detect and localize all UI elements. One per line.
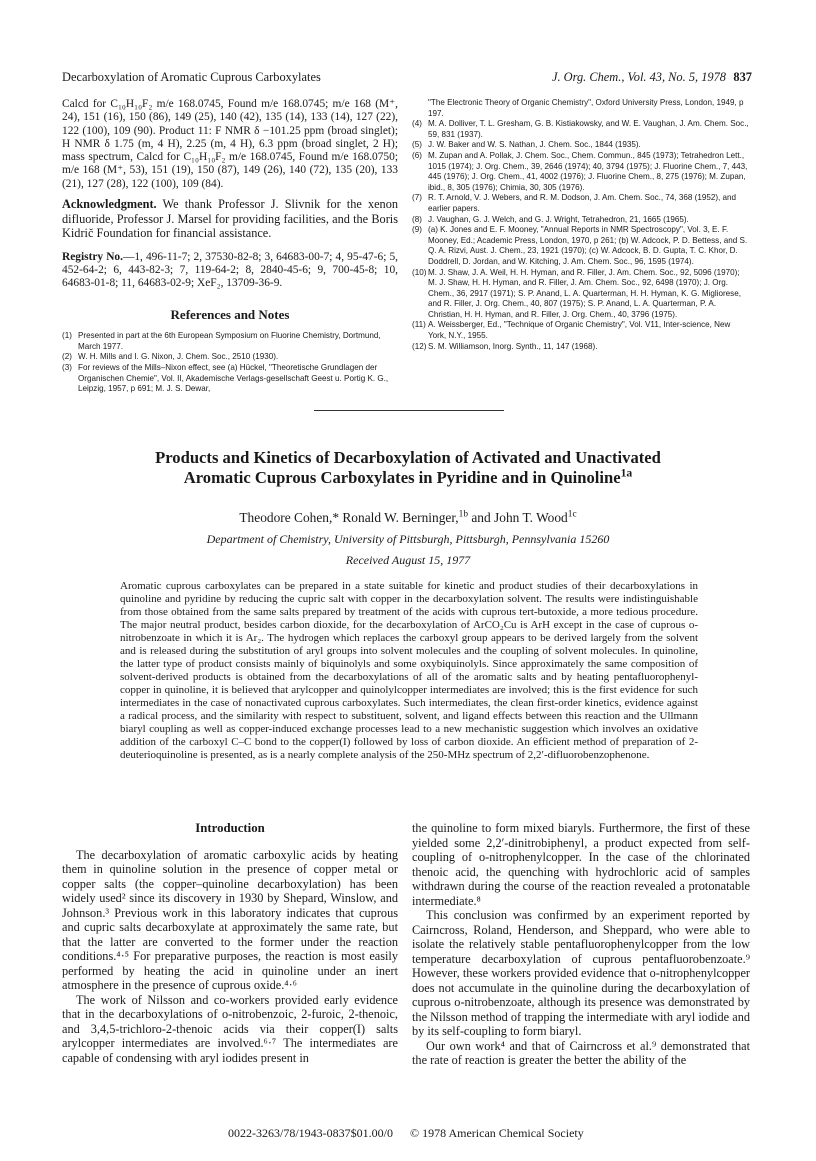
copyright: © 1978 American Chemical Society [410, 1126, 584, 1140]
intro-paragraph: The decarboxylation of aromatic carboxylic acids by heating them in quinoline solution in the presence of copper metal or copper salts (the copper–quinoline decarboxylation) has been widely used² since its discovery in 1930 by Shepard, Winslow, and Johnson.³ Previous work in this laboratory indicates that cuprous and cupric salts decarboxylate at approximately the same rate, but that the latter are converted to the former under the reaction conditions.⁴·⁵ For preparative purposes, the reaction is most easily performed by heating the acid in quinoline under an inert atmosphere in the presence of cuprous oxide.⁴·⁶ [62, 847, 398, 992]
running-title: Decarboxylation of Aromatic Cuprous Carboxylates [62, 70, 321, 84]
author-footnote-1b: 1b [458, 509, 469, 520]
reference-number [412, 98, 428, 119]
page-number: 837 [733, 70, 752, 84]
reference-item [412, 119, 750, 140]
reference-text: M. J. Shaw, J. A. Weil, H. H. Hyman, and R. Filler, J. Am. Chem. Soc., 92, 5096 (1970); M. J. Shaw, H. H. Hyman, and R. Filler, J. Am. Chem. Soc., 92, 6498 (1970); J. Org. Chem., 36, 2917 (1971); S. P. Anand, L. A. Quarterman, H. H. Hyman, K. G. Migliorese, and R. Filler, J. Org. Chem., 40, 807 (1975); S. P. Anand, L. A. Quarterman, P. A. Christian, H. H. Hyman, and R. Filler, J. Org. Chem., 40, 3796 (1975). [428, 267, 741, 319]
acknowledgment-heading: Acknowledgment. [62, 197, 157, 212]
reference-item [412, 98, 750, 119]
registry-text: —1, 496-11-7; 2, 37530-82-8; 3, 64683-00-7; 4, 95-47-6; 5, 452-64-2; 6, 443-82-3; 7, 119-64-2; 8, 2840-45-6; 9, 700-45-8; 10, 64683-01-8; 11, 64683-02-9; XeF₂, 13709-36-9. [62, 250, 398, 289]
intro-right-column [412, 821, 750, 1068]
introduction-heading: Introduction [195, 821, 265, 835]
reference-text: J. W. Baker and W. S. Nathan, J. Chem. Soc., 1844 (1935). [428, 140, 641, 150]
reference-item [62, 363, 398, 395]
article-title-line1: Products and Kinetics of Decarboxylation of Activated and Unactivated [155, 448, 661, 467]
title-footnote-marker: 1a [620, 466, 633, 480]
reference-item [412, 268, 750, 321]
acknowledgment-text: We thank Professor J. Slivnik for the xenon difluoride, Professor J. Marsel for providing facilities, and the Boris Kidrič Foundation for financial assistance. [62, 197, 398, 241]
authors-part2: and John T. Wood [468, 510, 568, 525]
intro-left-column [62, 821, 398, 1065]
reference-item [412, 140, 750, 151]
document-code: 0022-3263/78/1943-0837$01.00/0 [228, 1126, 393, 1140]
reference-text: Presented in part at the 6th European Symposium on Fluorine Chemistry, Dortmund, March 1977. [78, 331, 381, 351]
reference-list-right [412, 98, 750, 352]
intro-paragraph: This conclusion was confirmed by an experiment reported by Cairncross, Roland, Henderson, and Sheppard, who were able to isolate the relatively stable pentafluorophenylcopper from the low temperature decarboxylation of cuprous pentafluorobenzoate.⁹ However, these workers provided evidence that o-nitrophenylcopper does not accumulate in the quinoline during the decarboxylation of cuprous o-nitrobenzoate, although its presence was demonstrated by the Nilsson method of trapping the intermediate with aryl iodide and by its self-coupling to form biaryl. [412, 908, 750, 1038]
reference-number: (3) [62, 362, 72, 372]
registry-heading: Registry No. [62, 250, 123, 263]
reference-number: (4) [412, 119, 422, 129]
intro-paragraph: the quinoline to form mixed biaryls. Furthermore, the first of these yielded some 2,2′-dinitrobiphenyl, a product expected from self-coupling of o-nitrophenylcopper. In the case of the chlorinated thenoic acid, the quenching with hydrochloric acid of samples withdrawn during the course of the reaction revealed a protonatable intermediate.⁸ [412, 821, 750, 908]
calc-paragraph: Calcd for C₁₀H₁₀F₂ m/e 168.0745, Found m/e 168.0745; m/e 168 (M⁺, 24), 151 (16), 150 (86), 149 (25), 140 (42), 135 (14), 133 (14), 127 (22), 122 (100), 109 (90). Product 11: F NMR δ −101.25 ppm (broad singlet); H NMR δ 1.75 (m, 4 H), 2.25 (m, 4 H), 6.3 ppm (broad singlet, 2 H); mass spectrum, Calcd for C₁₀H₁₀F₂ m/e 168.0745, Found m/e 168.0750; m/e 168 (M⁺, 53), 151 (19), 150 (87), 149 (26), 140 (72), 135 (20), 133 (21), 127 (28), 122 (100), 109 (84). [62, 98, 398, 190]
intro-paragraph: The work of Nilsson and co-workers provided early evidence that in the decarboxylations of o-nitrobenzoic, 2-furoic, 2-thenoic, and 3,4,5-trichloro-2-thenoic acids via their copper(I) salts arylcopper intermediates are involved.⁶·⁷ The intermediates are capable of condensing with aryl iodides present in [62, 992, 398, 1065]
author-footnote-1c: 1c [567, 509, 577, 520]
article-title-line2: Aromatic Cuprous Carboxylates in Pyridine and in Quinoline [183, 468, 621, 487]
intro-left-paragraphs [62, 848, 398, 1066]
reference-list-left [62, 331, 398, 395]
reference-number: (11) [412, 320, 426, 330]
reference-text: A. Weissberger, Ed., "Technique of Organic Chemistry", Vol. V11, Inter-science, New York, N.Y., 1955. [428, 320, 731, 341]
reference-item [412, 225, 750, 267]
abstract: Aromatic cuprous carboxylates can be prepared in a state suitable for kinetic and product studies of their decarboxylations in quinoline and pyridine by reducing the cupric salt with copper in the decarboxylation solvent. The results were indistinguishable from those obtained from the same salts prepared by treatment of the acids with cuprous tert-butoxide, a more tedious procedure. The major neutral product, besides carbon dioxide, for the decarboxylation of ArCO₂Cu is ArH except in the case of cuprous o-nitrobenzoate in which it is Ar₂. The hydrogen which replaces the carboxyl group appears to be derived largely from the solvent and is released during the substitution of aryl groups into solvent molecules and the coupling of solvent molecules. In quinoline, the latter type of product consists mainly of biquinolyls and some oxybiquinolyls. Since approximately the same composition of solvent-derived products is obtained from the decarboxylations of all of the aromatic salts and by heating pentafluorophenyl-copper in quinoline, it is believed that arylcopper and quinolylcopper intermediates are involved; this is the first evidence for such intermediates in the case of nonactivated cuprous carboxylates. Such intermediates, the clean first-order kinetics, evidence against a radical process, and the similarity with respect to substituent, solvent, and ligand effects between this reaction and the Ullmann biaryl coupling as well as copper-induced exchange processes lead to a new mechanistic suggestion which involves an oxidative addition of the carboxyl C–C bond to the copper(I) followed by loss of carbon dioxide. An efficient method of preparation of 2-deuterioquinoline is presented, as is a nearly complete analysis of the 250-MHz spectrum of 2,2′-difluorobenzophenone. [120, 580, 698, 761]
registry-numbers [62, 251, 398, 291]
affiliation: Department of Chemistry, University of Pittsburgh, Pittsburgh, Pennsylvania 15260 [206, 532, 610, 546]
running-header [62, 70, 752, 86]
intro-right-paragraphs [412, 821, 750, 1068]
reference-text: M. Zupan and A. Pollak, J. Chem. Soc., Chem. Commun., 845 (1973); Tetrahedron Lett., 1015 (1974); J. Org. Chem., 39, 2646 (1974); 40, 3794 (1975); J. Fluorine Chem., 7, 443, 445 (1976); J. Org. Chem., 41, 4002 (1976); J. Fluorine Chem., 8, 275 (1976); M. Zupan, ibid., 8, 305 (1976); Chimia, 30, 305 (1976). [428, 150, 748, 192]
references-heading: References and Notes [170, 307, 290, 323]
reference-text: (a) K. Jones and E. F. Mooney, "Annual Reports in NMR Spectroscopy", Vol. 3, E. F. Mooney, Ed.; Academic Press, London, 1970, p 261; (b) W. Adcock, P. D. Bettess, and S. Q. A. Rizvi, Aust. J. Chem., 23, 1921 (1970); (c) W. Adcock, B. D. Gupta, T. C. Khor, D. Doddrell, D. Jordan, and W. Kitching, J. Am. Chem. Soc., 96, 1595 (1974). [428, 225, 748, 266]
reference-text: W. H. Mills and I. G. Nixon, J. Chem. Soc., 2510 (1930). [78, 352, 279, 362]
journal-citation: J. Org. Chem., Vol. 43, No. 5, 1978 [551, 70, 726, 84]
article-title [110, 448, 706, 488]
received-date: Received August 15, 1977 [345, 553, 471, 567]
reference-item [62, 331, 398, 352]
reference-text: "The Electronic Theory of Organic Chemistry", Oxford University Press, London, 1949, p 197. [428, 98, 744, 118]
reference-text: For reviews of the Mills–Nixon effect, see (a) Hückel, "Theoretische Grundlagen der Organischen Chemie", Vol. II, Akademische Verlags-gesellschaft Geest u. Portig K. G., Leipzig, 1957, p 691; M. J. S. Dewar, [78, 362, 389, 394]
acknowledgment [62, 197, 398, 241]
reference-item [412, 193, 750, 214]
right-column-top [412, 98, 750, 352]
reference-number: (12) [412, 341, 427, 351]
reference-number: (5) [412, 140, 422, 150]
reference-number: (1) [62, 331, 72, 341]
reference-number: (10) [412, 267, 427, 277]
reference-number: (7) [412, 193, 422, 203]
reference-item [412, 320, 750, 341]
reference-item [412, 215, 750, 226]
reference-text: J. Vaughan, G. J. Welch, and G. J. Wright, Tetrahedron, 21, 1665 (1965). [428, 214, 689, 224]
intro-paragraph: Our own work⁴ and that of Cairncross et al.⁹ demonstrated that the rate of reaction is greater the better the ability of the [412, 1038, 750, 1067]
authors-part1: Theodore Cohen,* Ronald W. Berninger, [239, 510, 459, 525]
reference-item [412, 342, 750, 353]
reference-number: (2) [62, 352, 72, 362]
reference-item [62, 352, 398, 363]
reference-text: M. A. Dolliver, T. L. Gresham, G. B. Kistiakowsky, and W. E. Vaughan, J. Am. Chem. Soc., 59, 831 (1937). [428, 119, 749, 139]
reference-item [412, 151, 750, 193]
reference-text: R. T. Arnold, V. J. Webers, and R. M. Dodson, J. Am. Chem. Soc., 74, 368 (1952), and earlier papers. [428, 193, 737, 213]
reference-number: (6) [412, 150, 422, 160]
author-list [110, 510, 706, 526]
reference-number: (9) [412, 225, 422, 235]
reference-number: (8) [412, 214, 422, 224]
left-column-top [62, 98, 398, 395]
section-divider [314, 410, 504, 411]
reference-text: S. M. Williamson, Inorg. Synth., 11, 147 (1968). [428, 341, 598, 351]
page-footer [228, 1126, 598, 1141]
